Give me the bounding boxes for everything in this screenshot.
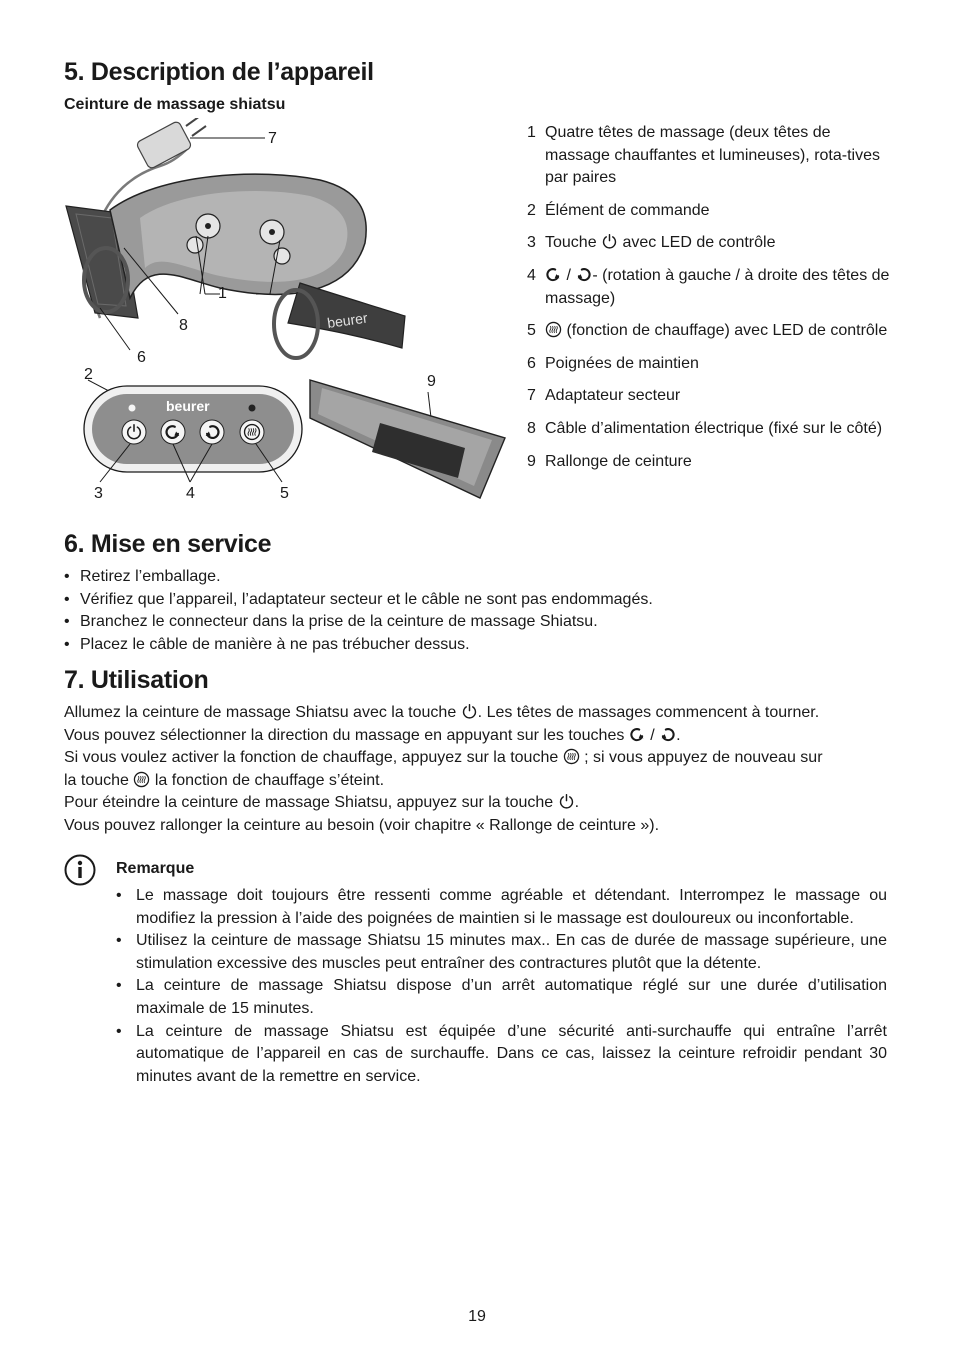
note-item: • La ceinture de massage Shiatsu est équipée d’une sécurité anti-surchauffe qui entraîne l’arrêt automatique de l’appareil en cas de surchauffe. Dans ce cas, laissez la ceinture refroidir pendant 30 minutes avant de la remettre en service. bbox=[116, 1021, 887, 1089]
part-item-8: 8 Câble d’alimentation électrique (fixé sur le côté) bbox=[527, 419, 883, 437]
part-item-9: 9 Rallonge de ceinture bbox=[527, 452, 692, 470]
note-item: • La ceinture de massage Shiatsu dispose d’un arrêt automatique réglé sur une durée d’utilisation maximale de 15 minutes. bbox=[116, 975, 887, 1020]
heat-icon bbox=[563, 748, 580, 765]
heat-icon bbox=[545, 321, 562, 338]
panel-rot-left-button bbox=[161, 420, 185, 444]
parts-list bbox=[527, 122, 890, 483]
panel-power-button bbox=[122, 420, 146, 444]
usage-line-5: Pour éteindre la ceinture de massage Shiatsu, appuyez sur la touche . bbox=[64, 794, 580, 812]
part-item-5: 5 (fonction de chauffage) avec LED de contrôle bbox=[527, 322, 888, 340]
usage-text bbox=[64, 702, 894, 838]
setup-item: • Vérifiez que l’appareil, l’adaptateur secteur et le câble ne sont pas endommagés. bbox=[64, 589, 894, 612]
note-item: • Utilisez la ceinture de massage Shiatsu 15 minutes max.. En cas de durée de massage supérieure, une stimulation excessive des muscles peut entraîner des contractures plutôt que la détente. bbox=[116, 930, 887, 975]
control-panel bbox=[84, 386, 302, 482]
power-icon bbox=[461, 703, 478, 720]
callout-8: 8 bbox=[179, 317, 188, 334]
section-6-title: 6. Mise en service bbox=[64, 530, 272, 558]
callout-7: 7 bbox=[268, 130, 277, 147]
usage-line-4: la touche la fonction de chauffage s’éteint. bbox=[64, 771, 385, 789]
setup-item: • Branchez le connecteur dans la prise de la ceinture de massage Shiatsu. bbox=[64, 611, 894, 634]
power-icon bbox=[601, 233, 618, 250]
belt-extension bbox=[310, 380, 505, 498]
note-title: Remarque bbox=[116, 860, 195, 877]
part-item-4: 4 / - (rotation à gauche / à droite des têtes de massage) bbox=[527, 266, 890, 307]
section-7-title: 7. Utilisation bbox=[64, 666, 209, 694]
part-item-2: 2 Élément de commande bbox=[527, 201, 710, 219]
callout-1: 1 bbox=[218, 285, 227, 302]
callout-9: 9 bbox=[427, 373, 436, 390]
belt-brand-logo: beurer bbox=[326, 309, 369, 331]
panel-rot-right-button bbox=[200, 420, 224, 444]
part-item-1: 1 Quatre têtes de massage (deux têtes de massage chauffantes et lumineuses), rota-tives par paires bbox=[527, 124, 880, 187]
heat-icon bbox=[133, 771, 150, 788]
callout-2: 2 bbox=[84, 366, 93, 383]
rotate-left-icon bbox=[545, 266, 562, 283]
note-list bbox=[116, 885, 887, 1088]
belt-illustration bbox=[60, 118, 510, 508]
callout-5: 5 bbox=[280, 485, 289, 502]
setup-list bbox=[64, 566, 894, 656]
panel-brand-logo: beurer bbox=[166, 398, 210, 414]
setup-item: • Placez le câble de manière à ne pas trébucher dessus. bbox=[64, 634, 894, 657]
note-item: • Le massage doit toujours être ressenti comme agréable et détendant. Interrompez le massage ou modifiez la pression à l’aide des poignées de maintien si le massage est douloureux ou inconfortable. bbox=[116, 885, 887, 930]
part-item-7: 7 Adaptateur secteur bbox=[527, 387, 681, 405]
usage-line-1: Allumez la ceinture de massage Shiatsu avec la touche . Les têtes de massages commencent à tourner. bbox=[64, 704, 820, 721]
part-item-3: 3 Touche avec LED de contrôle bbox=[527, 234, 776, 252]
usage-line-3: Si vous voulez activer la fonction de chauffage, appuyez sur la touche ; si vous appuyez de nouveau sur bbox=[64, 749, 823, 767]
section-5-title: 5. Description de l’appareil bbox=[64, 58, 374, 86]
page-number: 19 bbox=[468, 1308, 486, 1325]
setup-item: • Retirez l’emballage. bbox=[64, 566, 894, 589]
callout-4: 4 bbox=[186, 485, 195, 502]
rotate-right-icon bbox=[659, 726, 676, 743]
usage-line-2: Vous pouvez sélectionner la direction du massage en appuyant sur les touches / . bbox=[64, 726, 681, 744]
rotate-right-icon bbox=[575, 266, 592, 283]
callout-6: 6 bbox=[137, 349, 146, 366]
section-5-subtitle: Ceinture de massage shiatsu bbox=[64, 96, 286, 113]
power-icon bbox=[558, 793, 575, 810]
part-item-6: 6 Poignées de maintien bbox=[527, 354, 699, 372]
info-icon bbox=[64, 854, 96, 886]
rotate-left-icon bbox=[629, 726, 646, 743]
panel-heat-button bbox=[240, 420, 264, 444]
usage-line-6: Vous pouvez rallonger la ceinture au besoin (voir chapitre « Rallonge de ceinture »). bbox=[64, 816, 660, 834]
callout-3: 3 bbox=[94, 485, 103, 502]
